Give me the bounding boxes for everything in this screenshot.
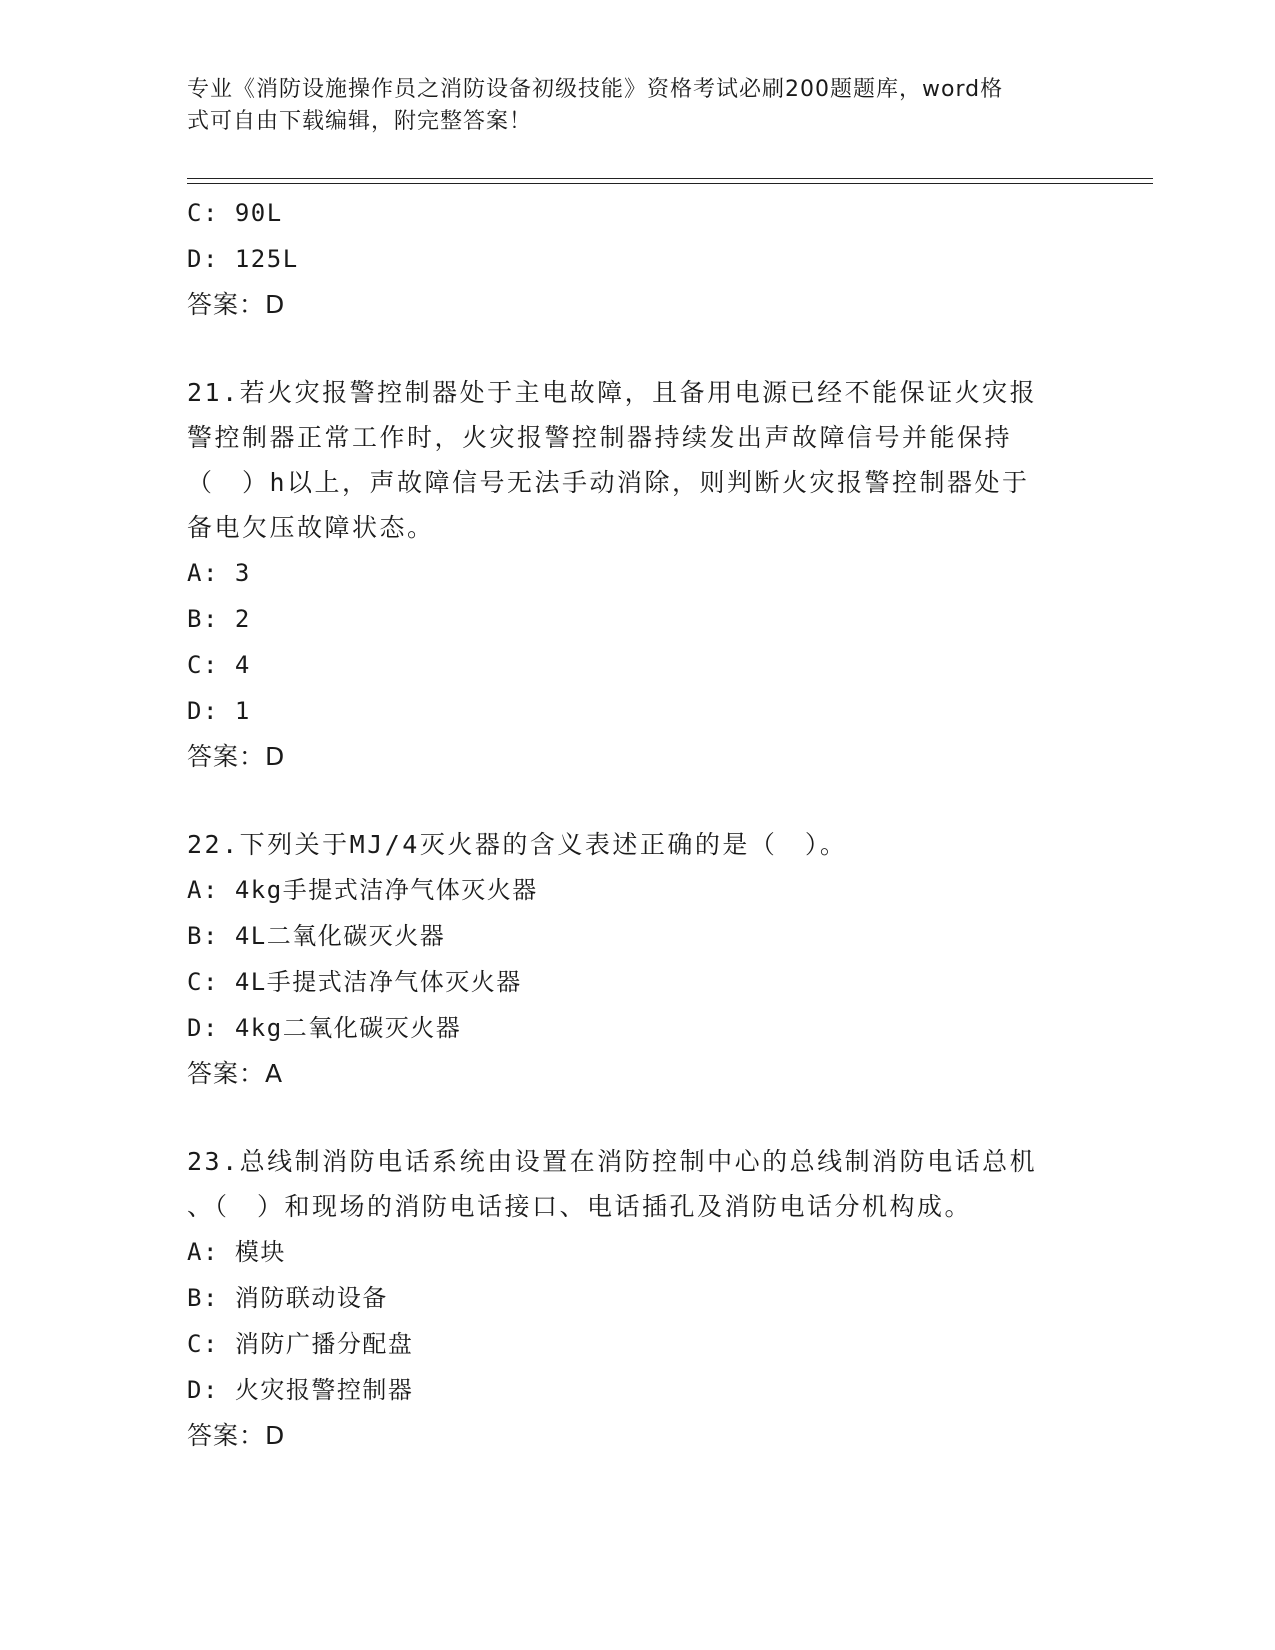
document-body [187,190,1087,1459]
question-text [187,1139,1067,1229]
option-d: D: 4kg二氧化碳灭火器 [187,1014,462,1042]
previous-question-tail [187,190,1087,328]
answer: 答案：D [187,290,286,319]
option-d: D: 火灾报警控制器 [187,1376,414,1404]
question-line: 警控制器正常工作时，火灾报警控制器持续发出声故障信号并能保持 [187,423,1013,452]
question-text [187,370,1067,550]
question-line: 23.总线制消防电话系统由设置在消防控制中心的总线制消防电话总机 [187,1147,1038,1176]
question-21 [187,370,1087,780]
question-line: 、（ ）和现场的消防电话接口、电话插孔及消防电话分机构成。 [187,1192,973,1221]
question-line: 备电欠压故障状态。 [187,513,435,542]
option-b: B: 4L二氧化碳灭火器 [187,922,446,950]
option-d: D: 125L [187,245,299,273]
option-a: A: 模块 [187,1238,286,1266]
option-b: B: 2 [187,605,251,633]
option-c: C: 90L [187,199,283,227]
question-line: 22.下列关于MJ/4灭火器的含义表述正确的是（ ）。 [187,830,848,859]
question-line: （ ）h以上，声故障信号无法手动消除，则判断火灾报警控制器处于 [187,468,1030,497]
option-a: A: 4kg手提式洁净气体灭火器 [187,876,538,904]
option-a: A: 3 [187,559,251,587]
option-d: D: 1 [187,697,251,725]
option-c: C: 4L手提式洁净气体灭火器 [187,968,522,996]
question-text [187,822,1067,867]
option-b: B: 消防联动设备 [187,1284,388,1312]
header-divider [187,178,1153,179]
answer: 答案：D [187,742,286,771]
question-23 [187,1139,1087,1459]
spacer [187,328,1087,370]
option-c: C: 4 [187,651,251,679]
question-22 [187,822,1087,1097]
header-line-1: 专业《消防设施操作员之消防设备初级技能》资格考试必刷200题题库，word格 [187,77,1004,102]
header-divider-second [187,183,1153,184]
document-header [187,74,1087,138]
option-c: C: 消防广播分配盘 [187,1330,414,1358]
answer: 答案：A [187,1059,284,1088]
header-line-2: 式可自由下载编辑，附完整答案！ [187,109,533,134]
spacer [187,1097,1087,1139]
question-line: 21.若火灾报警控制器处于主电故障，且备用电源已经不能保证火灾报 [187,378,1038,407]
spacer [187,780,1087,822]
answer: 答案：D [187,1421,286,1450]
